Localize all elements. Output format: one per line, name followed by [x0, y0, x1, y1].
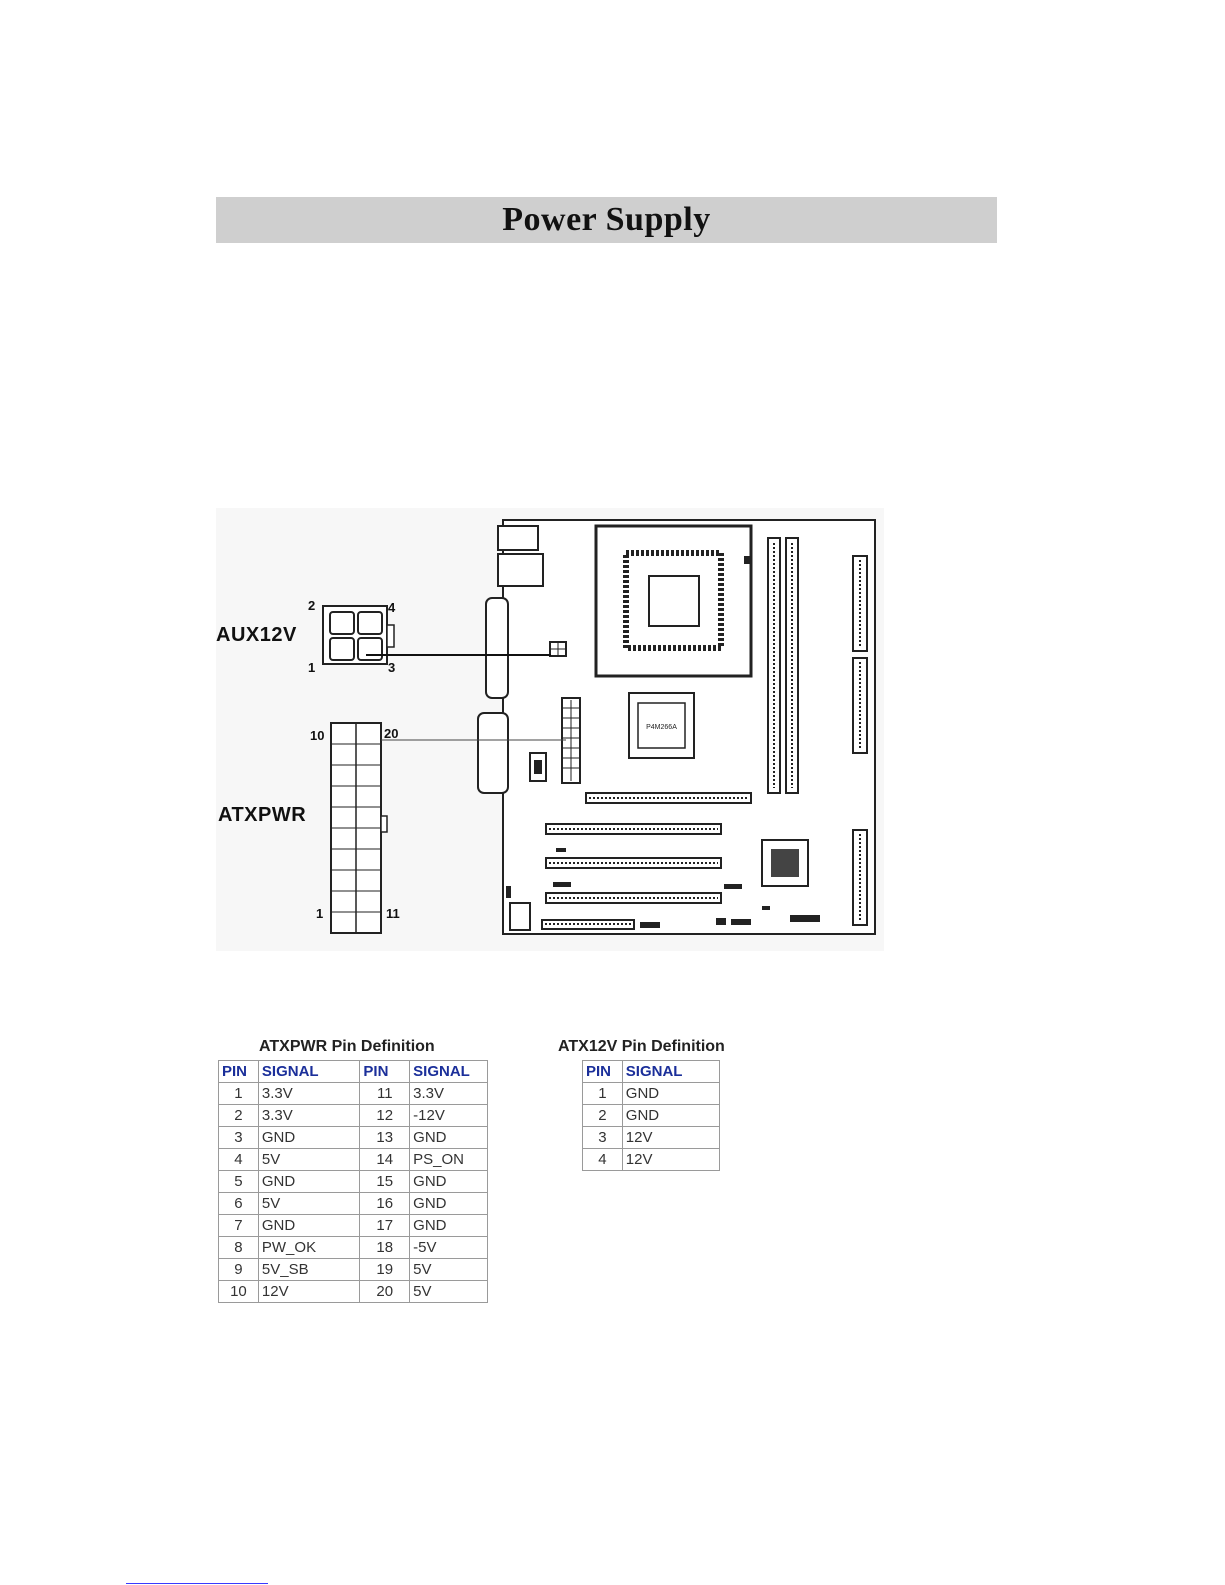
- signal-cell: -12V: [410, 1105, 488, 1127]
- pin-cell: 9: [219, 1259, 259, 1281]
- signal-cell: -5V: [410, 1237, 488, 1259]
- signal-cell: 3.3V: [258, 1083, 360, 1105]
- signal-cell: GND: [622, 1083, 719, 1105]
- pin-cell: 20: [360, 1281, 410, 1303]
- battery-icon: [510, 903, 530, 930]
- signal-cell: GND: [258, 1215, 360, 1237]
- atx-pin-label: 10: [310, 728, 325, 743]
- bottom-header: [542, 920, 634, 929]
- table-row: [219, 1193, 488, 1215]
- column-header: PIN: [360, 1061, 410, 1083]
- aux-pin-label: 1: [308, 660, 316, 675]
- signal-cell: GND: [622, 1105, 719, 1127]
- signal-cell: 12V: [622, 1149, 719, 1171]
- signal-cell: 3.3V: [410, 1083, 488, 1105]
- chip-label: P4M266A: [646, 724, 677, 731]
- pin-cell: 17: [360, 1215, 410, 1237]
- pin-cell: 2: [219, 1105, 259, 1127]
- table-row: [219, 1281, 488, 1303]
- table-row: [219, 1149, 488, 1171]
- pin-cell: 15: [360, 1171, 410, 1193]
- atx-pin-label: 1: [316, 906, 324, 921]
- table-row: [219, 1237, 488, 1259]
- signal-cell: GND: [410, 1127, 488, 1149]
- pin-cell: 1: [583, 1083, 623, 1105]
- atx-pin-label: 20: [384, 726, 399, 741]
- serial-port-icon: [478, 713, 508, 793]
- column-header: PIN: [219, 1061, 259, 1083]
- aux-pin-label: 3: [388, 660, 396, 675]
- io-port-icon: [498, 554, 543, 586]
- pin-cell: 12: [360, 1105, 410, 1127]
- pin-cell: 2: [583, 1105, 623, 1127]
- pin-cell: 6: [219, 1193, 259, 1215]
- table-row: [219, 1127, 488, 1149]
- signal-cell: 5V: [258, 1193, 360, 1215]
- pin-cell: 3: [583, 1127, 623, 1149]
- parallel-port-icon: [486, 598, 508, 698]
- table-row: [219, 1083, 488, 1105]
- signal-cell: GND: [410, 1193, 488, 1215]
- page-title: Power Supply: [502, 201, 711, 238]
- signal-cell: GND: [258, 1127, 360, 1149]
- column-header: PIN: [583, 1061, 623, 1083]
- table-row: [583, 1083, 720, 1105]
- table-header-row: [219, 1061, 488, 1083]
- pin-cell: 4: [583, 1149, 623, 1171]
- aux-pin-label: 4: [388, 600, 396, 615]
- signal-cell: 12V: [622, 1127, 719, 1149]
- pin-cell: 10: [219, 1281, 259, 1303]
- signal-cell: GND: [410, 1215, 488, 1237]
- table-row: [583, 1105, 720, 1127]
- pin-cell: 1: [219, 1083, 259, 1105]
- atx12v-table-title: ATX12V Pin Definition: [558, 1038, 725, 1055]
- pin-cell: 3: [219, 1127, 259, 1149]
- pin-cell: 4: [219, 1149, 259, 1171]
- atxpwr-pin-table: [218, 1060, 488, 1303]
- signal-cell: 5V_SB: [258, 1259, 360, 1281]
- column-header: SIGNAL: [622, 1061, 719, 1083]
- signal-cell: 12V: [258, 1281, 360, 1303]
- table-header-row: [583, 1061, 720, 1083]
- aux-pin-label: 2: [308, 598, 316, 613]
- pin-cell: 5: [219, 1171, 259, 1193]
- io-port-icon: [498, 526, 538, 550]
- atx-pin-label: 11: [386, 906, 400, 921]
- signal-cell: 5V: [410, 1281, 488, 1303]
- section-title-bar: [216, 197, 997, 243]
- footer-rule: [126, 1583, 268, 1584]
- signal-cell: 5V: [410, 1259, 488, 1281]
- column-header: SIGNAL: [410, 1061, 488, 1083]
- atxpwr-label: ATXPWR: [218, 804, 307, 826]
- motherboard-diagram: [216, 508, 884, 951]
- table-row: [583, 1127, 720, 1149]
- pin-cell: 14: [360, 1149, 410, 1171]
- pin-cell: 13: [360, 1127, 410, 1149]
- pin-cell: 19: [360, 1259, 410, 1281]
- column-header: SIGNAL: [258, 1061, 360, 1083]
- pin-cell: 7: [219, 1215, 259, 1237]
- signal-cell: PW_OK: [258, 1237, 360, 1259]
- pin-cell: 11: [360, 1083, 410, 1105]
- table-row: [219, 1171, 488, 1193]
- pin-cell: 18: [360, 1237, 410, 1259]
- signal-cell: GND: [258, 1171, 360, 1193]
- signal-cell: 5V: [258, 1149, 360, 1171]
- signal-cell: GND: [410, 1171, 488, 1193]
- aux12v-label: AUX12V: [216, 624, 297, 646]
- pin-cell: 16: [360, 1193, 410, 1215]
- signal-cell: 3.3V: [258, 1105, 360, 1127]
- table-row: [583, 1149, 720, 1171]
- table-row: [219, 1215, 488, 1237]
- table-row: [219, 1105, 488, 1127]
- pin-cell: 8: [219, 1237, 259, 1259]
- atxpwr-table-title: ATXPWR Pin Definition: [259, 1038, 435, 1055]
- table-row: [219, 1259, 488, 1281]
- signal-cell: PS_ON: [410, 1149, 488, 1171]
- atx12v-pin-table: [582, 1060, 720, 1171]
